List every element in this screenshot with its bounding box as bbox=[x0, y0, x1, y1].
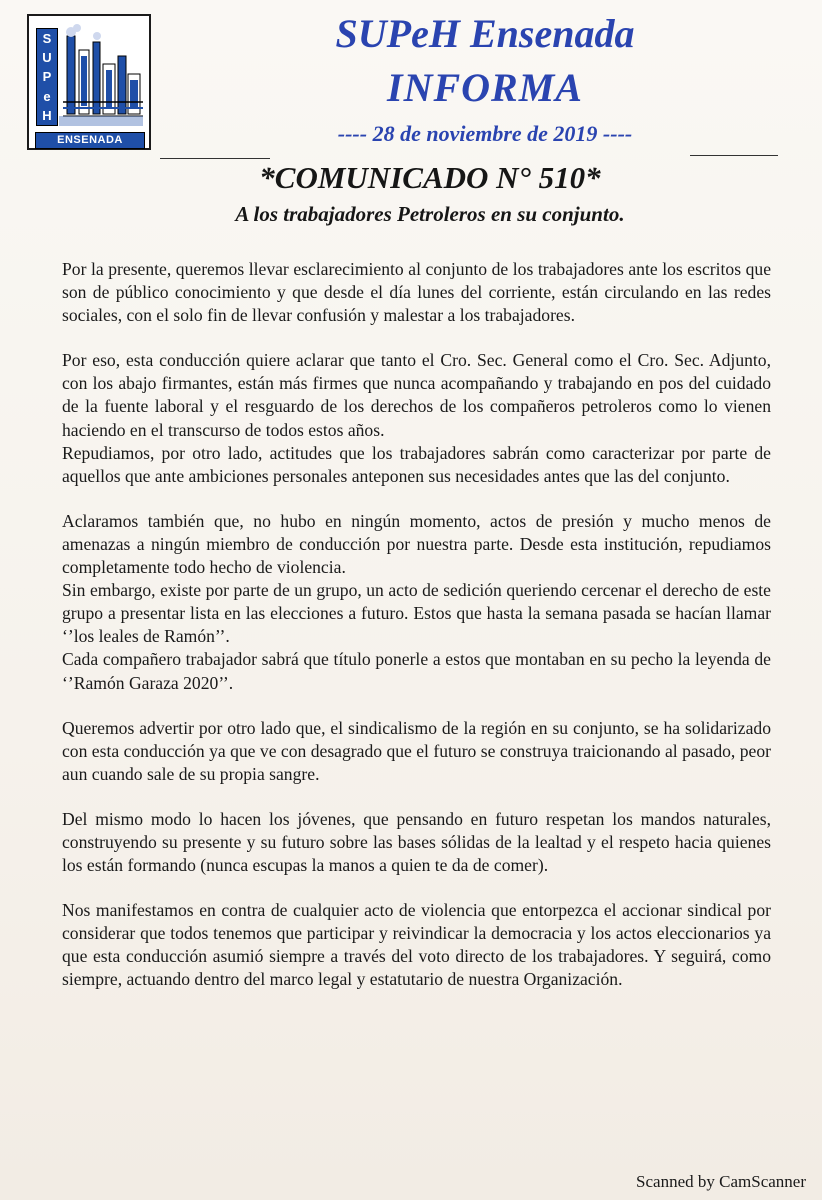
divider-left bbox=[160, 158, 270, 159]
logo-letter: e bbox=[43, 88, 51, 104]
page-subtitle: INFORMA bbox=[387, 65, 583, 110]
supeh-logo bbox=[27, 14, 151, 150]
paragraph: Aclaramos también que, no hubo en ningún momento, actos de presión y mucho menos de amenazas a ningún miembro de conducción por nuestra parte. Desde esta institución, repudiamos completamente todo hecho de violencia. bbox=[62, 510, 771, 578]
paragraph: Por eso, esta conducción quiere aclarar que tanto el Cro. Sec. General como el Cro. Sec. Adjunto, con los abajo firmantes, están más firmes que nunca acompañando y trabajando en pos del cuidado de la fuente laboral y el resguardo de los derechos de los compañeros petroleros como lo vienen haciendo en el transcurso de todos estos años. bbox=[62, 350, 771, 440]
paragraph: Nos manifestamos en contra de cualquier acto de violencia que entorpezca el accionar sindical por considerar que todos tenemos que participar y reivindicar la democracia y los actos eleccionarios ya que esta conducción asumió siempre a través del voto directo de los trabajadores. Y seguirá, como siempre, actuando dentro del marco legal y estatutario de nuestra Organización. bbox=[62, 900, 771, 990]
page-title: SUPeH Ensenada bbox=[335, 11, 635, 56]
logo-letter: H bbox=[42, 107, 52, 123]
comunicado-heading: *COMUNICADO N° 510* bbox=[259, 160, 601, 195]
logo-letter: P bbox=[42, 69, 52, 85]
divider-right bbox=[690, 155, 778, 156]
logo-letter: S bbox=[42, 31, 52, 47]
paragraph: Por la presente, queremos llevar esclarecimiento al conjunto de los trabajadores ante los escritos que son de público conocimiento y que desde el día lunes del corriente, están circulando en las redes sociales, con el solo fin de llevar confusión y malestar a los trabajadores. bbox=[62, 259, 771, 326]
publication-date: ---- 28 de noviembre de 2019 ---- bbox=[337, 121, 633, 146]
addressee-line: A los trabajadores Petroleros en su conjunto. bbox=[235, 202, 625, 226]
logo-band-ensenada: ENSENADA bbox=[35, 132, 145, 149]
paragraph: Sin embargo, existe por parte de un grupo, un acto de sedición queriendo cercenar el derecho de este grupo a presentar lista en las elecciones a futuro. Estos que hasta la semana pasada se hacían llamar ‘’los leales de Ramón’’. bbox=[62, 580, 771, 647]
paragraph: Queremos advertir por otro lado que, el sindicalismo de la región en su conjunto, se ha solidarizado con esta conducción ya que ve con desagrado que el futuro se construya traicionando al pasado, peor aun cuando sale de su propia sangre. bbox=[62, 717, 771, 784]
paragraph: Del mismo modo lo hacen los jóvenes, que pensando en futuro respetan los mandos naturales, construyendo su presente y su futuro sobre las bases sólidas de la lealtad y el respeto hacia quienes los están formando (nunca escupas la manos a quien te da de comer). bbox=[62, 808, 771, 876]
logo-vertical-letters bbox=[36, 28, 58, 126]
paragraph: Repudiamos, por otro lado, actitudes que los trabajadores sabrán como caracterizar por parte de aquellos que ante ambiciones personales anteponen sus necesidades antes que las del conjunto. bbox=[62, 442, 771, 486]
letter-body bbox=[62, 258, 771, 1014]
logo-letter: U bbox=[42, 50, 52, 66]
paragraph: Cada compañero trabajador sabrá que título ponerle a estos que montaban en su pecho la leyenda de ‘’Ramón Garaza 2020’’. bbox=[62, 649, 771, 693]
scanner-watermark: Scanned by CamScanner bbox=[636, 1172, 806, 1191]
